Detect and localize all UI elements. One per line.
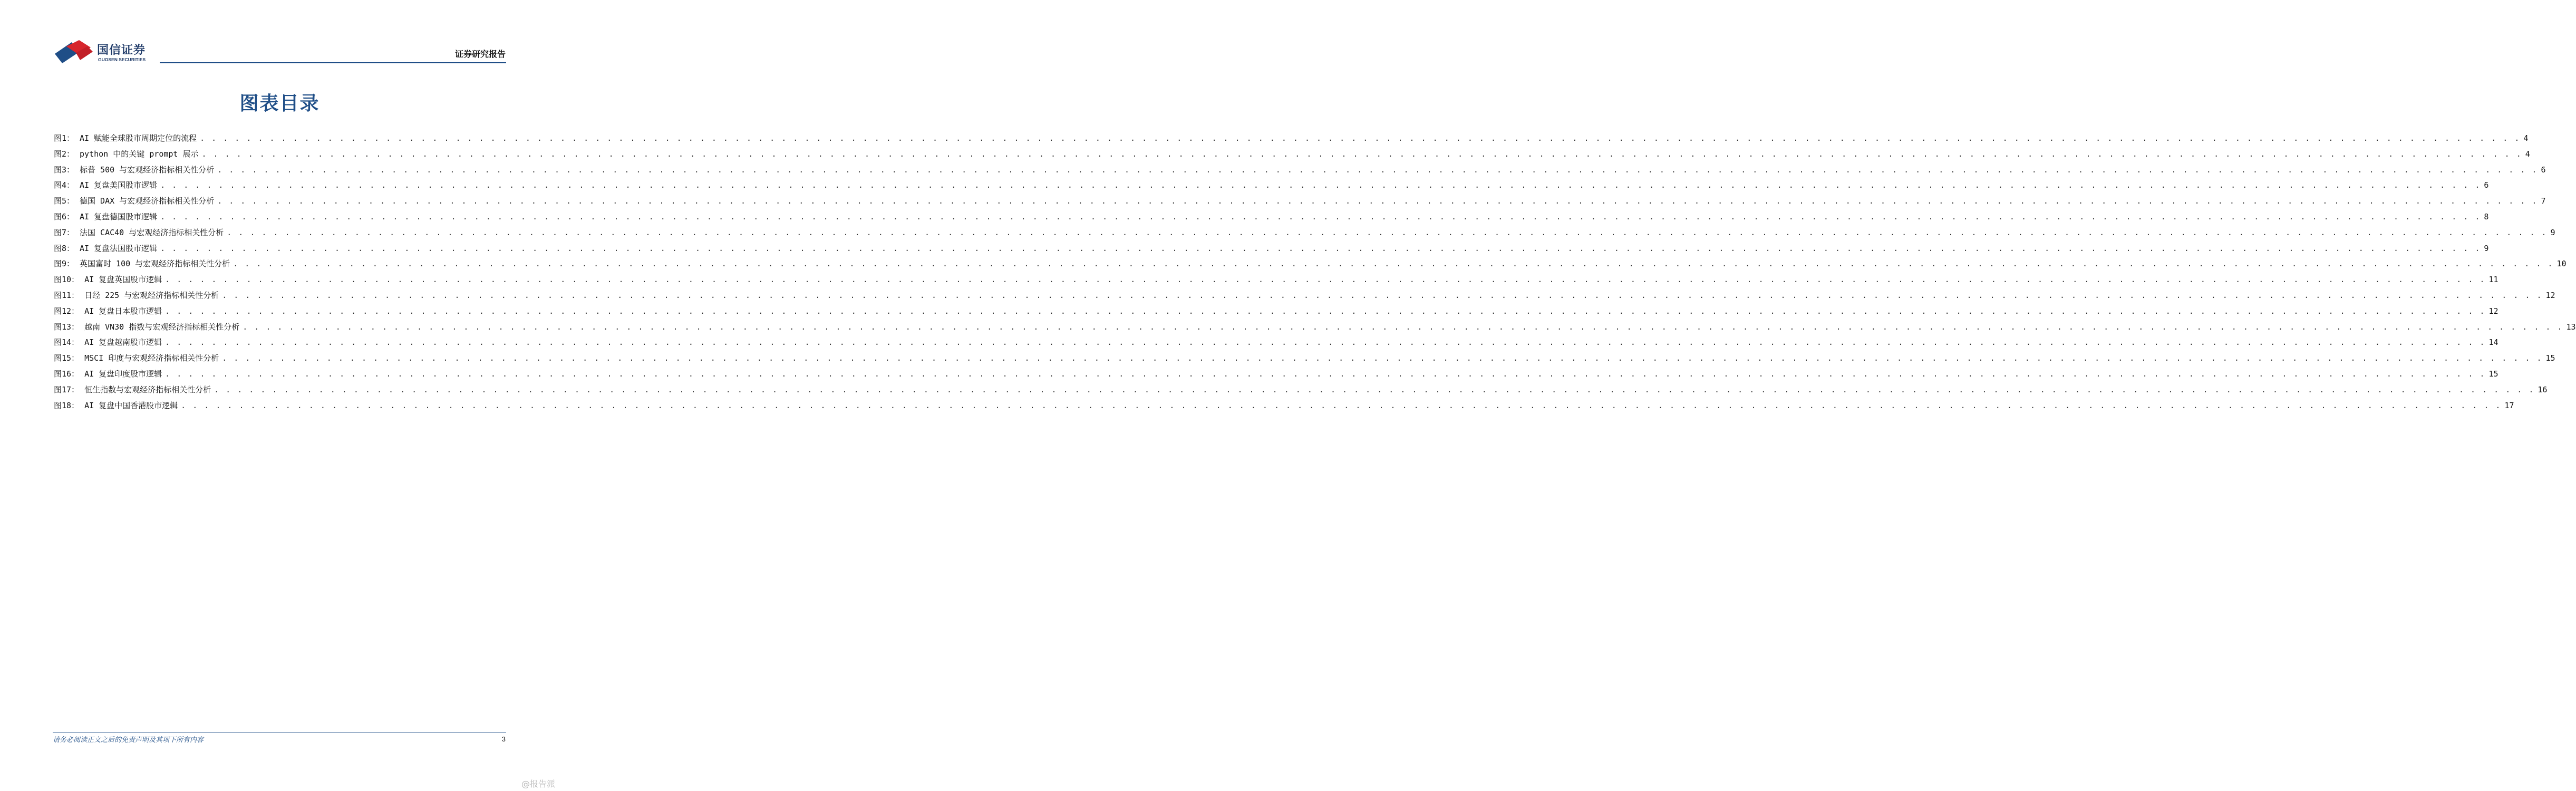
toc-page-number: 15 xyxy=(2488,369,2498,379)
toc-entry[interactable] xyxy=(54,366,2498,382)
toc-figure-label: 图2： xyxy=(54,149,75,159)
toc-caption: AI 复盘英国股市逻辑 xyxy=(84,275,162,285)
toc-caption: AI 复盘德国股市逻辑 xyxy=(80,211,158,221)
toc-entry[interactable] xyxy=(54,194,2546,209)
toc-dot-leader: . . . . . . . . . . . . . . . . . . . . . . . . . . . . . . . . . . . . . . . . . . . . . . . . . . . . . . . . . . . . . . . . . . . . . . . . . . . . . . . . . . . . . . . . . . . . . . . . . . . . . . . . . . . . . . . . . . . . . . . . . . . . . . . . . . . . . . . . . . . . . . . . . . . . . . . . . . . . . . . . . . . . . . . . . . . . . . . . . . . . . . . . . . . . . . . . . . . . . . . . xyxy=(217,196,2538,206)
toc-entry[interactable] xyxy=(54,398,2514,414)
toc-figure-label: 图3： xyxy=(54,165,75,175)
toc-page-number: 4 xyxy=(2525,149,2530,159)
toc-caption: AI 复盘日本股市逻辑 xyxy=(84,306,162,316)
toc-dot-leader: . . . . . . . . . . . . . . . . . . . . . . . . . . . . . . . . . . . . . . . . . . . . . . . . . . . . . . . . . . . . . . . . . . . . . . . . . . . . . . . . . . . . . . . . . . . . . . . . . . . . . . . . . . . . . . . . . . . . . . . . . . . . . . . . . . . . . . . . . . . . . . . . . . . . . . . . . . . . . . . . . . . . . . . . . . . . . . . . . . . . . . . . . . . . . . . . . . . . . . . . xyxy=(222,290,2543,300)
toc-figure-label: 图1： xyxy=(54,133,75,143)
toc-figure-label: 图14： xyxy=(54,337,80,348)
toc-caption: 标普 500 与宏观经济指标相关性分析 xyxy=(80,165,215,175)
toc-figure-label: 图10： xyxy=(54,275,80,285)
watermark: @报告派 xyxy=(521,779,555,789)
toc-figure-label: 图13： xyxy=(54,322,80,332)
toc-caption: AI 复盘法国股市逻辑 xyxy=(80,243,158,253)
header-divider xyxy=(160,62,506,63)
toc-entry[interactable] xyxy=(54,335,2498,351)
toc-dot-leader: . . . . . . . . . . . . . . . . . . . . . . . . . . . . . . . . . . . . . . . . . . . . . . . . . . . . . . . . . . . . . . . . . . . . . . . . . . . . . . . . . . . . . . . . . . . . . . . . . . . . . . . . . . . . . . . . . . . . . . . . . . . . . . . . . . . . . . . . . . . . . . . . . . . . . . . . . . . . . . . . . . . . . . . . . . . . . . . . . . . . . . . . . . . . . . . . . . . . . . . . xyxy=(160,180,2481,190)
toc-caption: 越南 VN30 指数与宏观经济指标相关性分析 xyxy=(84,322,240,332)
brand-logo xyxy=(53,39,158,65)
toc-caption: AI 复盘美国股市逻辑 xyxy=(80,180,158,190)
toc-dot-leader: . . . . . . . . . . . . . . . . . . . . . . . . . . . . . . . . . . . . . . . . . . . . . . . . . . . . . . . . . . . . . . . . . . . . . . . . . . . . . . . . . . . . . . . . . . . . . . . . . . . . . . . . . . . . . . . . . . . . . . . . . . . . . . . . . . . . . . . . . . . . . . . . . . . . . . . . . . . . . . . . . . . . . . . . . . . . . . . . . . . . . . . . . . . . . . . . . . . . . . . . xyxy=(222,353,2543,363)
toc-entry[interactable] xyxy=(54,131,2529,147)
toc-figure-label: 图16： xyxy=(54,369,80,379)
toc-figure-label: 图11： xyxy=(54,290,80,300)
toc-figure-label: 图4： xyxy=(54,180,75,190)
toc-caption: 恒生指数与宏观经济指标相关性分析 xyxy=(84,384,211,394)
toc-dot-leader: . . . . . . . . . . . . . . . . . . . . . . . . . . . . . . . . . . . . . . . . . . . . . . . . . . . . . . . . . . . . . . . . . . . . . . . . . . . . . . . . . . . . . . . . . . . . . . . . . . . . . . . . . . . . . . . . . . . . . . . . . . . . . . . . . . . . . . . . . . . . . . . . . . . . . . . . . . . . . . . . . . . . . . . . . . . . . . . . . . . . . . . . . . . . . . . . . . . . . . . . xyxy=(200,133,2521,143)
footer-disclaimer: 请务必阅读正文之后的免责声明及其项下所有内容 xyxy=(53,736,204,744)
toc-caption: 英国富时 100 与宏观经济指标相关性分析 xyxy=(80,259,230,269)
toc-figure-label: 图15： xyxy=(54,353,80,363)
toc-page-number: 8 xyxy=(2484,211,2489,221)
toc-entry[interactable] xyxy=(54,288,2555,304)
toc-page-number: 9 xyxy=(2484,243,2489,253)
toc-dot-leader: . . . . . . . . . . . . . . . . . . . . . . . . . . . . . . . . . . . . . . . . . . . . . . . . . . . . . . . . . . . . . . . . . . . . . . . . . . . . . . . . . . . . . . . . . . . . . . . . . . . . . . . . . . . . . . . . . . . . . . . . . . . . . . . . . . . . . . . . . . . . . . . . . . . . . . . . . . . . . . . . . . . . . . . . . . . . . . . . . . . . . . . . . . . . . . . . . . . . . . . . xyxy=(165,337,2486,348)
toc-dot-leader: . . . . . . . . . . . . . . . . . . . . . . . . . . . . . . . . . . . . . . . . . . . . . . . . . . . . . . . . . . . . . . . . . . . . . . . . . . . . . . . . . . . . . . . . . . . . . . . . . . . . . . . . . . . . . . . . . . . . . . . . . . . . . . . . . . . . . . . . . . . . . . . . . . . . . . . . . . . . . . . . . . . . . . . . . . . . . . . . . . . . . . . . . . . . . . . . . . . . . . . . xyxy=(217,165,2538,175)
toc-entry[interactable] xyxy=(54,241,2489,257)
toc-page-number: 12 xyxy=(2488,306,2498,316)
toc-page-number: 10 xyxy=(2556,259,2567,269)
toc-caption: 日经 225 与宏观经济指标相关性分析 xyxy=(84,290,219,300)
page-number: 3 xyxy=(501,735,506,743)
figure-list xyxy=(54,131,2576,413)
toc-page-number: 13 xyxy=(2566,322,2576,332)
toc-caption: python 中的关键 prompt 展示 xyxy=(80,149,199,159)
report-type-label: 证券研究报告 xyxy=(454,49,506,59)
toc-entry[interactable] xyxy=(54,304,2498,320)
toc-dot-leader: . . . . . . . . . . . . . . . . . . . . . . . . . . . . . . . . . . . . . . . . . . . . . . . . . . . . . . . . . . . . . . . . . . . . . . . . . . . . . . . . . . . . . . . . . . . . . . . . . . . . . . . . . . . . . . . . . . . . . . . . . . . . . . . . . . . . . . . . . . . . . . . . . . . . . . . . . . . . . . . . . . . . . . . . . . . . . . . . . . . . . . . . . . . . . . . . . . . . . . . . xyxy=(160,211,2481,221)
toc-figure-label: 图18： xyxy=(54,400,80,410)
guosen-logo-icon xyxy=(53,39,95,64)
toc-page-number: 17 xyxy=(2504,400,2514,410)
toc-figure-label: 图9： xyxy=(54,259,75,269)
toc-entry[interactable] xyxy=(54,256,2567,272)
toc-caption: AI 赋能全球股市周期定位的流程 xyxy=(80,133,197,143)
toc-caption: 法国 CAC40 与宏观经济指标相关性分析 xyxy=(80,227,224,237)
toc-entry[interactable] xyxy=(54,178,2489,194)
toc-entry[interactable] xyxy=(54,272,2498,288)
toc-figure-label: 图7： xyxy=(54,227,75,237)
page-title: 图表目录 xyxy=(239,93,320,114)
toc-dot-leader: . . . . . . . . . . . . . . . . . . . . . . . . . . . . . . . . . . . . . . . . . . . . . . . . . . . . . . . . . . . . . . . . . . . . . . . . . . . . . . . . . . . . . . . . . . . . . . . . . . . . . . . . . . . . . . . . . . . . . . . . . . . . . . . . . . . . . . . . . . . . . . . . . . . . . . . . . . . . . . . . . . . . . . . . . . . . . . . . . . . . . . . . . . . . . . . . . . . . . . . . xyxy=(165,275,2486,285)
toc-figure-label: 图17： xyxy=(54,384,80,394)
toc-entry[interactable] xyxy=(54,147,2530,162)
toc-dot-leader: . . . . . . . . . . . . . . . . . . . . . . . . . . . . . . . . . . . . . . . . . . . . . . . . . . . . . . . . . . . . . . . . . . . . . . . . . . . . . . . . . . . . . . . . . . . . . . . . . . . . . . . . . . . . . . . . . . . . . . . . . . . . . . . . . . . . . . . . . . . . . . . . . . . . . . . . . . . . . . . . . . . . . . . . . . . . . . . . . . . . . . . . . . . . . . . . . . . . . . . . xyxy=(160,243,2481,253)
toc-caption: 德国 DAX 与宏观经济指标相关性分析 xyxy=(80,196,215,206)
toc-caption: AI 复盘中国香港股市逻辑 xyxy=(84,400,178,410)
toc-dot-leader: . . . . . . . . . . . . . . . . . . . . . . . . . . . . . . . . . . . . . . . . . . . . . . . . . . . . . . . . . . . . . . . . . . . . . . . . . . . . . . . . . . . . . . . . . . . . . . . . . . . . . . . . . . . . . . . . . . . . . . . . . . . . . . . . . . . . . . . . . . . . . . . . . . . . . . . . . . . . . . . . . . . . . . . . . . . . . . . . . . . . . . . . . . . . . . . . . . . . . . . . xyxy=(165,306,2486,316)
toc-caption: MSCI 印度与宏观经济指标相关性分析 xyxy=(84,353,219,363)
logo-chinese-name: 国信证券 xyxy=(97,44,146,57)
toc-entry[interactable] xyxy=(54,382,2548,398)
toc-page-number: 15 xyxy=(2545,353,2555,363)
toc-caption: AI 复盘印度股市逻辑 xyxy=(84,369,162,379)
toc-dot-leader: . . . . . . . . . . . . . . . . . . . . . . . . . . . . . . . . . . . . . . . . . . . . . . . . . . . . . . . . . . . . . . . . . . . . . . . . . . . . . . . . . . . . . . . . . . . . . . . . . . . . . . . . . . . . . . . . . . . . . . . . . . . . . . . . . . . . . . . . . . . . . . . . . . . . . . . . . . . . . . . . . . . . . . . . . . . . . . . . . . . . . . . . . . . . . . . . . . . . . . . . xyxy=(201,149,2522,159)
toc-dot-leader: . . . . . . . . . . . . . . . . . . . . . . . . . . . . . . . . . . . . . . . . . . . . . . . . . . . . . . . . . . . . . . . . . . . . . . . . . . . . . . . . . . . . . . . . . . . . . . . . . . . . . . . . . . . . . . . . . . . . . . . . . . . . . . . . . . . . . . . . . . . . . . . . . . . . . . . . . . . . . . . . . . . . . . . . . . . . . . . . . . . . . . . . . . . . . . . . . . . . . . . . xyxy=(233,259,2554,269)
toc-entry[interactable] xyxy=(54,320,2576,335)
toc-page-number: 6 xyxy=(2541,165,2546,175)
toc-dot-leader: . . . . . . . . . . . . . . . . . . . . . . . . . . . . . . . . . . . . . . . . . . . . . . . . . . . . . . . . . . . . . . . . . . . . . . . . . . . . . . . . . . . . . . . . . . . . . . . . . . . . . . . . . . . . . . . . . . . . . . . . . . . . . . . . . . . . . . . . . . . . . . . . . . . . . . . . . . . . . . . . . . . . . . . . . . . . . . . . . . . . . . . . . . . . . . . . . . . . . . . . xyxy=(181,400,2502,410)
logo-english-name: GUOSEN SECURITIES xyxy=(98,57,146,62)
toc-dot-leader: . . . . . . . . . . . . . . . . . . . . . . . . . . . . . . . . . . . . . . . . . . . . . . . . . . . . . . . . . . . . . . . . . . . . . . . . . . . . . . . . . . . . . . . . . . . . . . . . . . . . . . . . . . . . . . . . . . . . . . . . . . . . . . . . . . . . . . . . . . . . . . . . . . . . . . . . . . . . . . . . . . . . . . . . . . . . . . . . . . . . . . . . . . . . . . . . . . . . . . . . xyxy=(165,369,2486,379)
toc-figure-label: 图8： xyxy=(54,243,75,253)
toc-entry[interactable] xyxy=(54,225,2555,241)
toc-figure-label: 图5： xyxy=(54,196,75,206)
toc-dot-leader: . . . . . . . . . . . . . . . . . . . . . . . . . . . . . . . . . . . . . . . . . . . . . . . . . . . . . . . . . . . . . . . . . . . . . . . . . . . . . . . . . . . . . . . . . . . . . . . . . . . . . . . . . . . . . . . . . . . . . . . . . . . . . . . . . . . . . . . . . . . . . . . . . . . . . . . . . . . . . . . . . . . . . . . . . . . . . . . . . . . . . . . . . . . . . . . . . . . . . . . . xyxy=(227,227,2548,237)
toc-page-number: 4 xyxy=(2523,133,2529,143)
toc-page-number: 9 xyxy=(2550,227,2555,237)
toc-entry[interactable] xyxy=(54,162,2546,178)
toc-entry[interactable] xyxy=(54,351,2555,366)
toc-dot-leader: . . . . . . . . . . . . . . . . . . . . . . . . . . . . . . . . . . . . . . . . . . . . . . . . . . . . . . . . . . . . . . . . . . . . . . . . . . . . . . . . . . . . . . . . . . . . . . . . . . . . . . . . . . . . . . . . . . . . . . . . . . . . . . . . . . . . . . . . . . . . . . . . . . . . . . . . . . . . . . . . . . . . . . . . . . . . . . . . . . . . . . . . . . . . . . . . . . . . . . . . xyxy=(243,322,2563,332)
toc-dot-leader: . . . . . . . . . . . . . . . . . . . . . . . . . . . . . . . . . . . . . . . . . . . . . . . . . . . . . . . . . . . . . . . . . . . . . . . . . . . . . . . . . . . . . . . . . . . . . . . . . . . . . . . . . . . . . . . . . . . . . . . . . . . . . . . . . . . . . . . . . . . . . . . . . . . . . . . . . . . . . . . . . . . . . . . . . . . . . . . . . . . . . . . . . . . . . . . . . . . . . . . . xyxy=(214,384,2535,394)
toc-page-number: 16 xyxy=(2538,384,2548,394)
toc-page-number: 14 xyxy=(2488,337,2498,348)
toc-page-number: 6 xyxy=(2484,180,2489,190)
toc-page-number: 12 xyxy=(2545,290,2555,300)
toc-entry[interactable] xyxy=(54,209,2489,225)
toc-figure-label: 图12： xyxy=(54,306,80,316)
toc-caption: AI 复盘越南股市逻辑 xyxy=(84,337,162,348)
toc-page-number: 7 xyxy=(2541,196,2546,206)
toc-page-number: 11 xyxy=(2488,275,2498,285)
toc-figure-label: 图6： xyxy=(54,211,75,221)
